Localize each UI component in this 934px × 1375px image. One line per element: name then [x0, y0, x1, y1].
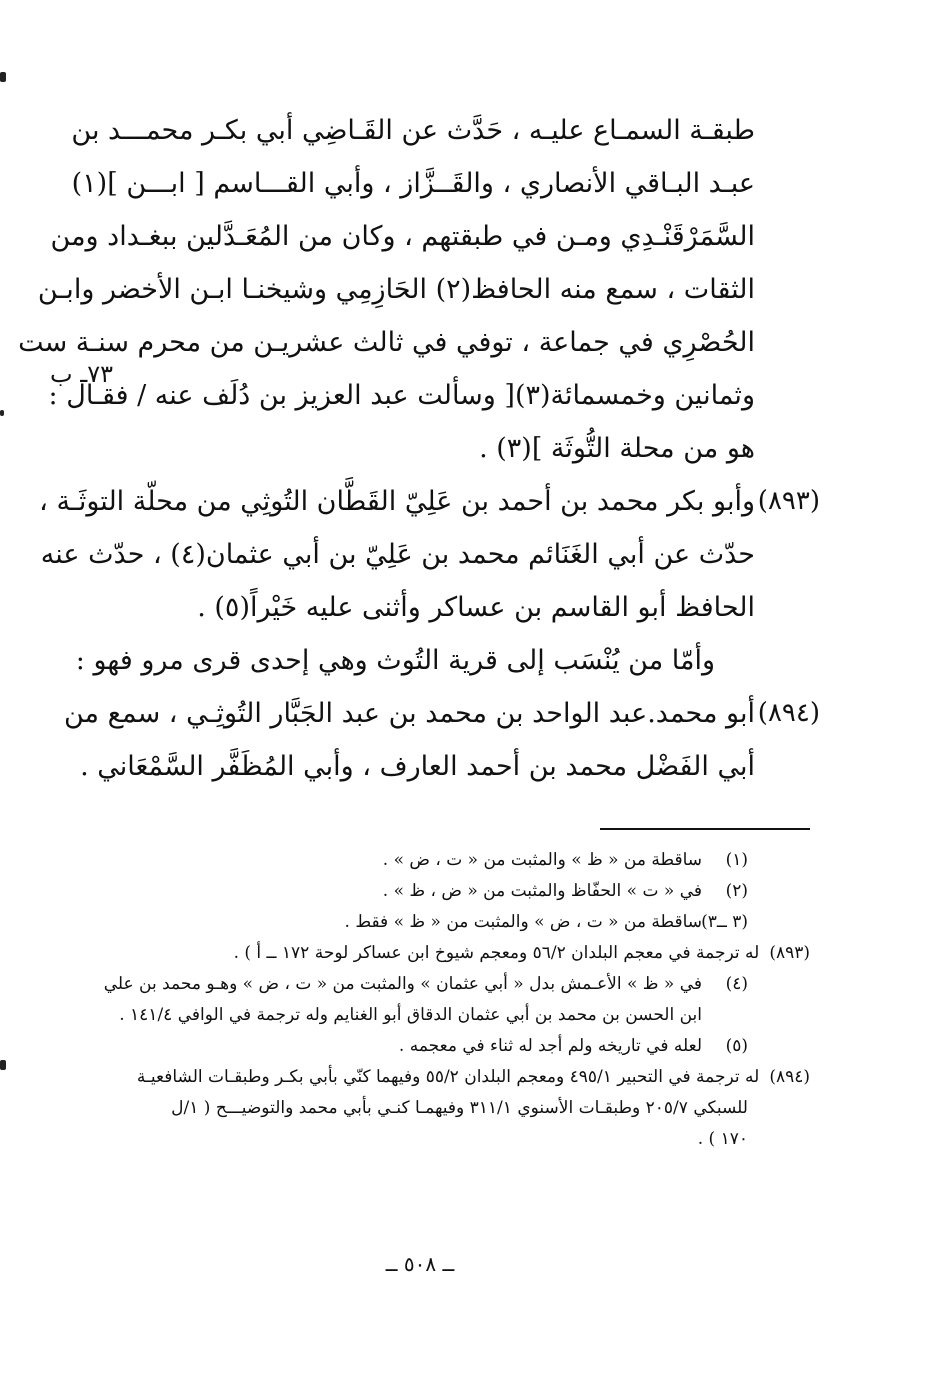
entry-893-line — [39, 475, 820, 528]
footnote — [60, 969, 810, 1000]
text-line: أبي الفَضْل محمد بن أحمد العارف ، وأبي المُظَفَّر السَّمْعَاني . — [80, 751, 755, 782]
footnote-text: له ترجمة في التحبير ٤٩٥/١ ومعجم البلدان ٥٥/٢ وفيهما كنّي بأبي بكـر وطبقـات الشافعيـة — [136, 1067, 760, 1087]
footnotes — [60, 845, 810, 1155]
scan-mark — [0, 410, 4, 416]
text-line: عبـد البـاقي الأنصاري ، والقَــزَّاز ، وأبي القـــاسم [ ابـــن ](١) — [71, 168, 755, 199]
page-number: ــ ٥٠٨ ــ — [385, 1252, 455, 1276]
footnote-number: (٣ ــ٣) — [701, 912, 748, 932]
footnote-number: (٢) — [725, 881, 748, 901]
margin-folio-note: ٧٣ـ ب — [50, 360, 114, 388]
footnote-number: (٤) — [725, 974, 748, 994]
footnote — [60, 907, 810, 938]
footnote — [60, 876, 810, 907]
entry-number: (٨٩٣) — [757, 486, 820, 516]
footnote-continuation: للسبكي ٢٠٥/٧ وطبقـات الأسنوي ٣١١/١ وفيهمـا كنـي بأبي محمد والتوضيـــح ( ١/ل — [171, 1098, 748, 1118]
footnote-text: ساقطة من « ت ، ض » والمثبت من « ظ » فقط . — [344, 912, 702, 932]
text-line: الثقات ، سمع منه الحافظ(٢) الحَازِمِي وشيخنـا ابـن الأخضر وابـن — [37, 274, 755, 305]
entry-894-line — [64, 687, 820, 740]
footnote — [60, 938, 810, 969]
footnote — [60, 1062, 810, 1093]
footnote-number: (٨٩٤) — [769, 1067, 810, 1087]
footnote-text: ساقطة من « ظ » والمثبت من « ت ، ض » . — [382, 850, 702, 870]
footnote-text: في « ت » الحفّاظ والمثبت من « ض ، ظ » . — [382, 881, 702, 901]
footnote-number: (٥) — [725, 1036, 748, 1056]
footnote-separator — [600, 828, 810, 830]
footnote-text: في « ظ » الأعـمش بدل « أبي عثمان » والمثبت من « ت ، ض » وهـو محمد بن علي — [103, 974, 702, 994]
footnote — [60, 1031, 810, 1062]
footnote-continuation: ابن الحسن بن محمد بن أبي عثمان الدقاق أبو الغنايم وله ترجمة في الوافي ١٤١/٤ . — [119, 1005, 702, 1025]
footnote — [60, 845, 810, 876]
scan-mark — [0, 1060, 6, 1070]
footnote-continuation: ١٧٠ ) . — [697, 1129, 748, 1149]
entry-number: (٨٩٤) — [757, 698, 820, 728]
transition-line: وأمّا من يُنْسَب إلى قرية التُوث وهي إحدى قرى مرو فهو : — [75, 645, 715, 676]
text-line: الحُصْرِي في جماعة ، توفي في ثالث عشريـن من محرم سنـة ست — [18, 327, 755, 358]
entry-text: أبو محمد.عبد الواحد بن محمد بن عبد الجَبَّار التُوثِـي ، سمع من — [64, 698, 755, 729]
scan-mark — [0, 72, 6, 82]
text-line: وثمانين وخمسمائة(٣)[ وسألت عبد العزيز بن دُلَف عنه / فقـال : — [48, 380, 755, 411]
footnote-text: لعله في تاريخه ولم أجد له ثناء في معجمه . — [398, 1036, 702, 1056]
text-line: هو من محلة التُّوثَة ](٣) . — [479, 433, 755, 464]
footnote-text: له ترجمة في معجم البلدان ٥٦/٢ ومعجم شيوخ ابن عساكر لوحة ١٧٢ ــ أ ) . — [233, 943, 760, 963]
text-line: طبقـة السمـاع عليـه ، حَدَّث عن القَـاضِي أبي بكـر محمـــد بن — [71, 115, 755, 146]
text-line: الحافظ أبو القاسم بن عساكر وأثنى عليه خَيْراً(٥) . — [197, 592, 755, 623]
footnote-number: (١) — [725, 850, 748, 870]
text-line: حدّث عن أبي الغَنَائم محمد بن عَلِيّ بن أبي عثمان(٤) ، حدّث عنه — [40, 539, 755, 570]
text-line: السَّمَرْقَنْـدِي ومـن في طبقتهم ، وكان من المُعَـدَّلين ببغـداد ومن — [50, 221, 755, 252]
entry-text: وأبو بكر محمد بن أحمد بن عَلِيّ القَطَّان التُوثِي من محلّة التوثَـة ، — [39, 486, 755, 517]
footnote-number: (٨٩٣) — [769, 943, 810, 963]
